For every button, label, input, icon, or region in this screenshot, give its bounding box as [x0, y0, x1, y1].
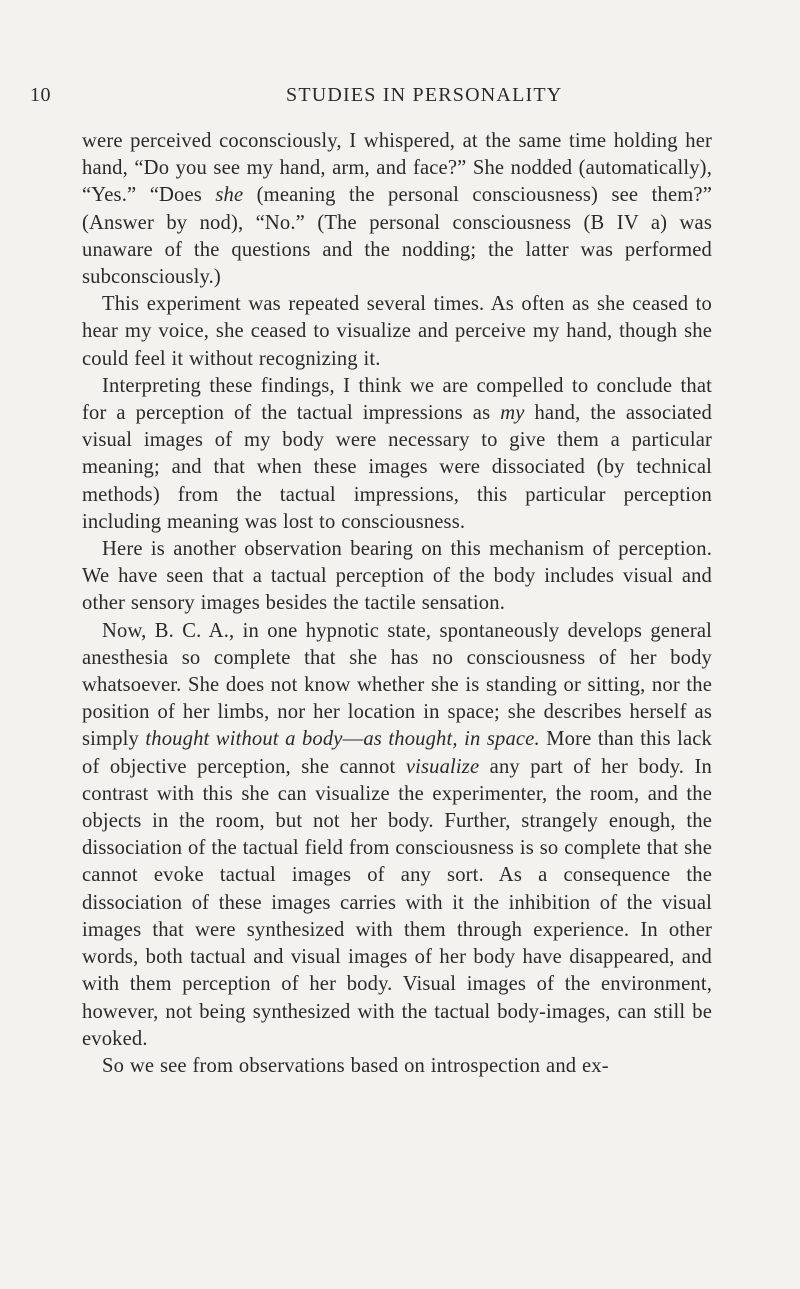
text-segment: (meaning the personal consciousness) see them?” (Answer by nod), “No.” (The personal consciousness (B IV a) was unaware of the questions and the nodding; the latter was performed subconsciously.) [82, 184, 712, 289]
text-segment: This experiment was repeated several times. As often as she ceased to hear my voice, she ceased to visualize and perceive my hand, though she could feel it without recognizing it. [82, 293, 712, 370]
paragraph [82, 536, 712, 618]
paragraph [82, 373, 712, 536]
page-number: 10 [30, 84, 51, 106]
text-segment: — [342, 728, 364, 751]
text-segment: Interpreting these findings, I think we are compelled to conclude that for a perception of the tactual impressions as [82, 374, 712, 425]
body-text [82, 128, 712, 1080]
paragraph [82, 128, 712, 291]
text-segment: Now, B. C. A., in one hypnotic state, spontaneously develops general anesthesia so complete that she has no consciousness of her body whatsoever. She does not know whether she is standing or sitting, nor the position of her limbs, nor her location in space; she describes herself as simply [82, 619, 712, 751]
text-segment: were perceived coconsciously, I whispered, at the same time holding her hand, “Do you see my hand, arm, and face?” She nodded (automatically), “Yes.” “Does [82, 130, 712, 207]
text-segment: So we see from observations based on introspection and ex- [102, 1054, 609, 1077]
paragraph [82, 291, 712, 373]
text-segment: More than this lack of objective perception, she cannot [82, 728, 712, 778]
paragraph [82, 1053, 712, 1080]
text-segment: any part of her body. In contrast with this she can visualize the experimenter, the room, and the objects in the room, but not her body. Further, strangely enough, the dissociation of the tactual field from consciousness is so complete that she cannot evoke tactual images of any sort. As a consequence the dissociation of these images carries with it the inhibition of the visual images that were synthesized with them through experience. In other words, both tactual and visual images of her body have disappeared, and with them perception of her body. Visual images of the environment, however, not being synthesized with the tactual body-images, can still be evoked. [82, 755, 712, 1050]
emphasis: she [215, 184, 244, 207]
emphasis: as thought, in space. [363, 728, 540, 751]
text-segment: Here is another observation bearing on this mechanism of perception. We have seen that a tactual perception of the body includes visual and other sensory images besides the tactile sensation. [82, 538, 712, 615]
emphasis: my [500, 402, 525, 425]
emphasis: thought without a body [145, 728, 343, 751]
running-head [30, 84, 710, 112]
running-title: STUDIES IN PERSONALITY [286, 84, 563, 106]
text-segment: hand, the associated visual images of my body were necessary to give them a particular meaning; and that when these images were dissociated (by technical methods) from the tactual impressions, this particular perception including meaning was lost to consciousness. [82, 402, 713, 533]
emphasis: visualize [405, 755, 480, 778]
paragraph [82, 618, 712, 1053]
